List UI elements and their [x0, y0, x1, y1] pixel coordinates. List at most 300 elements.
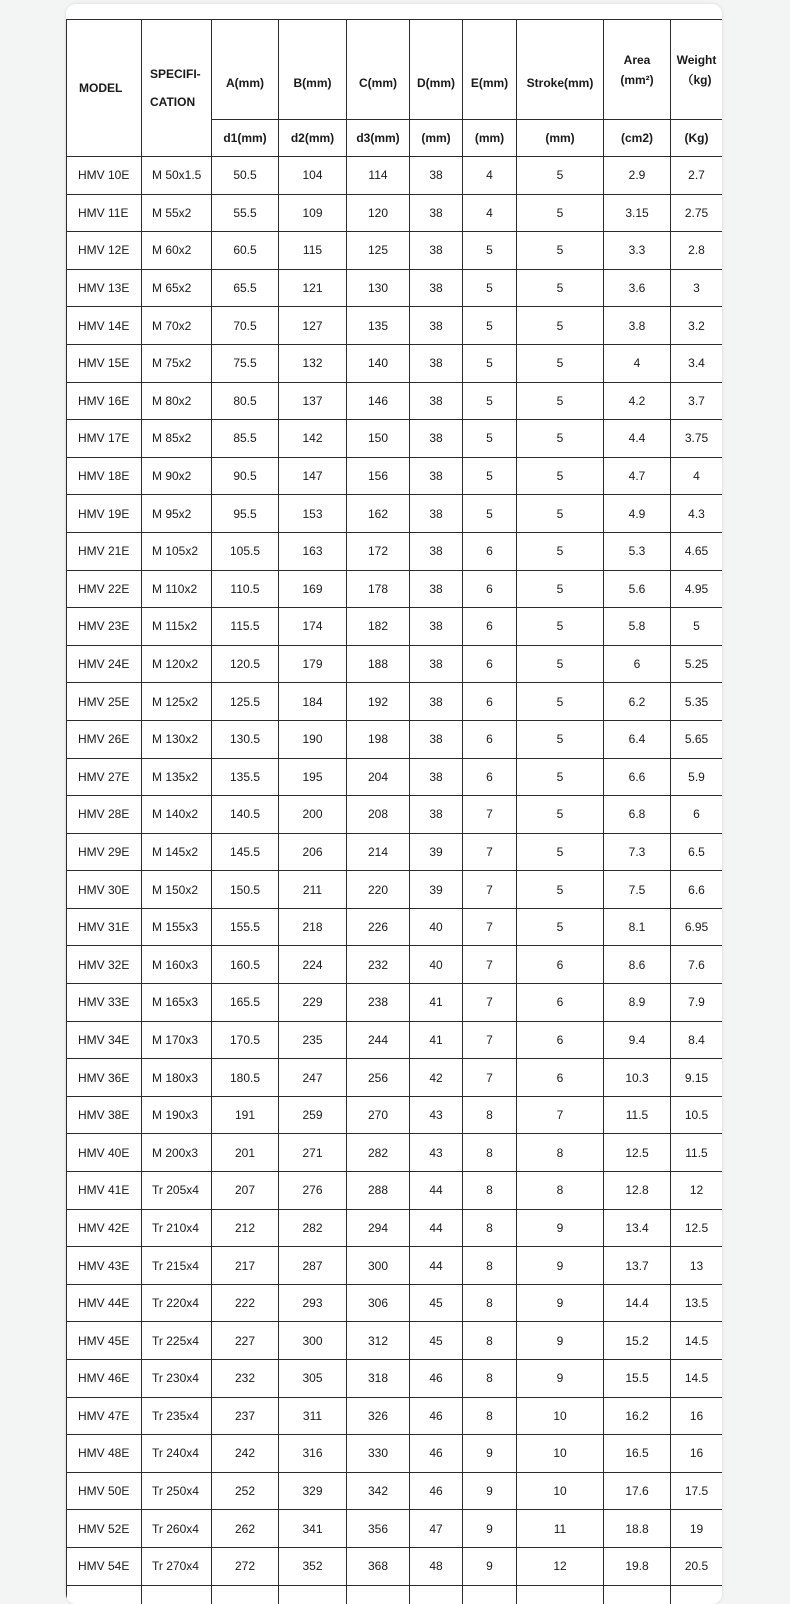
cell-stroke: 5 [517, 269, 604, 307]
cell-weight: 11.5 [671, 1134, 723, 1172]
cell-weight: 20.5 [671, 1547, 723, 1585]
cell-stroke: 5 [517, 570, 604, 608]
cell-b [279, 1585, 347, 1604]
cell-stroke: 5 [517, 833, 604, 871]
cell-specification: M 75x2 [142, 344, 212, 382]
cell-b: 169 [279, 570, 347, 608]
cell-c: 150 [347, 420, 410, 458]
subheader-c: d3(mm) [347, 120, 410, 157]
cell-area: 9.4 [604, 1021, 671, 1059]
cell-b: 184 [279, 683, 347, 721]
cell-b: 211 [279, 871, 347, 909]
cell-b: 229 [279, 984, 347, 1022]
cell-stroke: 5 [517, 344, 604, 382]
cell-specification: M 95x2 [142, 495, 212, 533]
cell-specification: M 165x3 [142, 984, 212, 1022]
spec-table [66, 19, 722, 1604]
cell-c: 172 [347, 532, 410, 570]
cell-stroke: 5 [517, 382, 604, 420]
cell-c: 182 [347, 608, 410, 646]
cell-weight: 9.15 [671, 1059, 723, 1097]
cell-weight: 14.5 [671, 1322, 723, 1360]
cell-b: 163 [279, 532, 347, 570]
cell-model: HMV 28E [67, 796, 142, 834]
cell-e: 8 [463, 1397, 517, 1435]
cell-stroke: 10 [517, 1472, 604, 1510]
cell-model: HMV 25E [67, 683, 142, 721]
cell-c: 120 [347, 194, 410, 232]
cell-model: HMV 23E [67, 608, 142, 646]
cell-specification: Tr 220x4 [142, 1284, 212, 1322]
cell-model: HMV 31E [67, 908, 142, 946]
cell-d: 40 [410, 946, 463, 984]
cell-d: 38 [410, 307, 463, 345]
cell-weight: 2.7 [671, 157, 723, 195]
cell-weight: 3.2 [671, 307, 723, 345]
cell-d: 41 [410, 984, 463, 1022]
cell-specification: M 200x3 [142, 1134, 212, 1172]
cell-model: HMV 29E [67, 833, 142, 871]
cell-a: 150.5 [212, 871, 279, 909]
cell-area: 16.5 [604, 1435, 671, 1473]
table-row [67, 194, 723, 232]
cell-area: 15.2 [604, 1322, 671, 1360]
table-row [67, 495, 723, 533]
cell-a [212, 1585, 279, 1604]
cell-a: 222 [212, 1284, 279, 1322]
cell-area: 15.5 [604, 1360, 671, 1398]
cell-d: 38 [410, 608, 463, 646]
cell-a: 140.5 [212, 796, 279, 834]
header-area [604, 20, 671, 120]
cell-c: 125 [347, 232, 410, 270]
table-row [67, 1172, 723, 1210]
header-c: C(mm) [347, 20, 410, 120]
cell-weight: 5 [671, 608, 723, 646]
cell-model: HMV 14E [67, 307, 142, 345]
cell-area: 12.5 [604, 1134, 671, 1172]
cell-b: 218 [279, 908, 347, 946]
cell-weight: 5.25 [671, 645, 723, 683]
table-row [67, 344, 723, 382]
cell-a: 125.5 [212, 683, 279, 721]
cell-e: 5 [463, 269, 517, 307]
cell-model: HMV 34E [67, 1021, 142, 1059]
cell-model: HMV 16E [67, 382, 142, 420]
cell-stroke: 5 [517, 908, 604, 946]
cell-area: 11.5 [604, 1096, 671, 1134]
cell-specification: M 135x2 [142, 758, 212, 796]
cell-a: 155.5 [212, 908, 279, 946]
cell-area: 13.4 [604, 1209, 671, 1247]
cell-c: 300 [347, 1247, 410, 1285]
cell-area: 8.1 [604, 908, 671, 946]
table-row [67, 720, 723, 758]
cell-specification: M 140x2 [142, 796, 212, 834]
table-row [67, 871, 723, 909]
cell-c: 135 [347, 307, 410, 345]
cell-a: 212 [212, 1209, 279, 1247]
cell-model: HMV 32E [67, 946, 142, 984]
cell-area: 18.8 [604, 1510, 671, 1548]
cell-e: 6 [463, 608, 517, 646]
cell-d: 38 [410, 344, 463, 382]
table-row [67, 1209, 723, 1247]
cell-b: 147 [279, 457, 347, 495]
cell-b: 121 [279, 269, 347, 307]
cell-area: 12.8 [604, 1172, 671, 1210]
cell-b: 293 [279, 1284, 347, 1322]
cell-model: HMV 12E [67, 232, 142, 270]
cell-weight: 16 [671, 1397, 723, 1435]
cell-b: 311 [279, 1397, 347, 1435]
table-row [67, 1021, 723, 1059]
cell-stroke: 5 [517, 157, 604, 195]
cell-d: 39 [410, 871, 463, 909]
cell-a: 95.5 [212, 495, 279, 533]
cell-stroke: 7 [517, 1096, 604, 1134]
cell-d: 43 [410, 1134, 463, 1172]
cell-c: 326 [347, 1397, 410, 1435]
table-row [67, 683, 723, 721]
cell-specification: M 145x2 [142, 833, 212, 871]
cell-area: 3.3 [604, 232, 671, 270]
cell-weight [671, 1585, 723, 1604]
cell-model: HMV 19E [67, 495, 142, 533]
cell-b: 195 [279, 758, 347, 796]
table-row [67, 1472, 723, 1510]
cell-specification: Tr 205x4 [142, 1172, 212, 1210]
table-row [67, 758, 723, 796]
cell-model: HMV 47E [67, 1397, 142, 1435]
cell-e: 8 [463, 1209, 517, 1247]
cell-model: HMV 30E [67, 871, 142, 909]
cell-stroke: 9 [517, 1247, 604, 1285]
cell-e: 8 [463, 1134, 517, 1172]
cell-c: 114 [347, 157, 410, 195]
cell-e: 6 [463, 683, 517, 721]
cell-specification: M 90x2 [142, 457, 212, 495]
cell-specification: Tr 235x4 [142, 1397, 212, 1435]
cell-c: 156 [347, 457, 410, 495]
cell-area: 4.7 [604, 457, 671, 495]
cell-d: 46 [410, 1472, 463, 1510]
table-row [67, 420, 723, 458]
cell-b: 127 [279, 307, 347, 345]
cell-weight: 6.95 [671, 908, 723, 946]
cell-e [463, 1585, 517, 1604]
cell-a: 201 [212, 1134, 279, 1172]
cell-d: 38 [410, 457, 463, 495]
cell-b: 200 [279, 796, 347, 834]
cell-area: 8.9 [604, 984, 671, 1022]
cell-a: 180.5 [212, 1059, 279, 1097]
cell-a: 227 [212, 1322, 279, 1360]
cell-e: 8 [463, 1360, 517, 1398]
cell-stroke: 11 [517, 1510, 604, 1548]
cell-model: HMV 15E [67, 344, 142, 382]
cell-stroke: 5 [517, 720, 604, 758]
cell-model: HMV 45E [67, 1322, 142, 1360]
cell-weight: 6.6 [671, 871, 723, 909]
cell-a: 110.5 [212, 570, 279, 608]
cell-e: 6 [463, 532, 517, 570]
cell-d: 47 [410, 1510, 463, 1548]
cell-a: 252 [212, 1472, 279, 1510]
cell-a: 65.5 [212, 269, 279, 307]
cell-a: 232 [212, 1360, 279, 1398]
cell-area: 3.8 [604, 307, 671, 345]
cell-d: 38 [410, 796, 463, 834]
table-row [67, 457, 723, 495]
cell-stroke: 5 [517, 608, 604, 646]
cell-area: 16.2 [604, 1397, 671, 1435]
cell-b: 109 [279, 194, 347, 232]
cell-specification: Tr 210x4 [142, 1209, 212, 1247]
cell-c: 294 [347, 1209, 410, 1247]
cell-area: 7.5 [604, 871, 671, 909]
cell-e: 7 [463, 871, 517, 909]
header-weight-line2: （kg) [681, 73, 711, 87]
subheader-b: d2(mm) [279, 120, 347, 157]
cell-a: 130.5 [212, 720, 279, 758]
cell-d: 38 [410, 382, 463, 420]
cell-a: 272 [212, 1547, 279, 1585]
header-d: D(mm) [410, 20, 463, 120]
cell-stroke: 5 [517, 683, 604, 721]
cell-stroke: 6 [517, 1021, 604, 1059]
cell-b: 316 [279, 1435, 347, 1473]
cell-weight: 4.95 [671, 570, 723, 608]
cell-c: 312 [347, 1322, 410, 1360]
cell-c: 188 [347, 645, 410, 683]
cell-a: 237 [212, 1397, 279, 1435]
cell-area: 6.8 [604, 796, 671, 834]
cell-stroke: 5 [517, 645, 604, 683]
cell-e: 5 [463, 495, 517, 533]
table-row [67, 796, 723, 834]
cell-e: 5 [463, 344, 517, 382]
header-spec-line1: SPECIFI- [150, 67, 201, 81]
cell-a: 50.5 [212, 157, 279, 195]
cell-b: 153 [279, 495, 347, 533]
cell-specification: M 50x1.5 [142, 157, 212, 195]
cell-model: HMV 52E [67, 1510, 142, 1548]
cell-area: 4.4 [604, 420, 671, 458]
subheader-area: (cm2) [604, 120, 671, 157]
cell-specification: Tr 215x4 [142, 1247, 212, 1285]
cell-e: 7 [463, 833, 517, 871]
cell-e: 5 [463, 382, 517, 420]
cell-specification: Tr 250x4 [142, 1472, 212, 1510]
cell-d: 46 [410, 1435, 463, 1473]
cell-stroke: 5 [517, 420, 604, 458]
cell-stroke: 6 [517, 984, 604, 1022]
cell-specification: Tr 225x4 [142, 1322, 212, 1360]
cell-a: 80.5 [212, 382, 279, 420]
cell-e: 6 [463, 758, 517, 796]
table-row [67, 1547, 723, 1585]
cell-a: 207 [212, 1172, 279, 1210]
cell-area: 10.3 [604, 1059, 671, 1097]
cell-e: 5 [463, 457, 517, 495]
cell-e: 7 [463, 946, 517, 984]
cell-c: 178 [347, 570, 410, 608]
cell-e: 7 [463, 984, 517, 1022]
cell-d: 41 [410, 1021, 463, 1059]
cell-specification: M 170x3 [142, 1021, 212, 1059]
cell-d: 38 [410, 194, 463, 232]
cell-b: 224 [279, 946, 347, 984]
cell-model: HMV 48E [67, 1435, 142, 1473]
cell-a: 75.5 [212, 344, 279, 382]
cell-specification: M 190x3 [142, 1096, 212, 1134]
cell-c: 226 [347, 908, 410, 946]
table-row [67, 1510, 723, 1548]
cell-model: HMV 44E [67, 1284, 142, 1322]
table-row [67, 833, 723, 871]
cell-area: 17.6 [604, 1472, 671, 1510]
cell-d: 38 [410, 157, 463, 195]
cell-c: 208 [347, 796, 410, 834]
cell-e: 8 [463, 1096, 517, 1134]
header-specification [142, 20, 212, 157]
cell-b: 190 [279, 720, 347, 758]
cell-specification: M 70x2 [142, 307, 212, 345]
cell-e: 9 [463, 1510, 517, 1548]
header-e: E(mm) [463, 20, 517, 120]
cell-d: 38 [410, 532, 463, 570]
cell-a: 90.5 [212, 457, 279, 495]
cell-specification: M 60x2 [142, 232, 212, 270]
cell-weight: 17.5 [671, 1472, 723, 1510]
cell-area: 4.2 [604, 382, 671, 420]
cell-b: 329 [279, 1472, 347, 1510]
cell-stroke: 8 [517, 1172, 604, 1210]
cell-b: 305 [279, 1360, 347, 1398]
cell-specification: M 110x2 [142, 570, 212, 608]
cell-e: 8 [463, 1322, 517, 1360]
cell-stroke: 5 [517, 194, 604, 232]
table-row [67, 269, 723, 307]
cell-stroke: 9 [517, 1322, 604, 1360]
cell-area: 5.6 [604, 570, 671, 608]
cell-model: HMV 27E [67, 758, 142, 796]
cell-model: HMV 21E [67, 532, 142, 570]
cell-c: 162 [347, 495, 410, 533]
cell-area: 19.8 [604, 1547, 671, 1585]
cell-stroke [517, 1585, 604, 1604]
cell-d: 38 [410, 232, 463, 270]
cell-b: 132 [279, 344, 347, 382]
cell-weight: 5.35 [671, 683, 723, 721]
cell-stroke: 5 [517, 532, 604, 570]
cell-specification: Tr 260x4 [142, 1510, 212, 1548]
cell-weight: 3.7 [671, 382, 723, 420]
cell-model: HMV 54E [67, 1547, 142, 1585]
cell-b: 115 [279, 232, 347, 270]
cell-specification: M 150x2 [142, 871, 212, 909]
cell-d: 38 [410, 645, 463, 683]
cell-weight: 6.5 [671, 833, 723, 871]
cell-weight: 19 [671, 1510, 723, 1548]
subheader-weight: (Kg) [671, 120, 723, 157]
cell-stroke: 9 [517, 1284, 604, 1322]
cell-model: HMV 22E [67, 570, 142, 608]
cell-d: 44 [410, 1209, 463, 1247]
cell-b: 235 [279, 1021, 347, 1059]
cell-a: 242 [212, 1435, 279, 1473]
cell-c: 306 [347, 1284, 410, 1322]
cell-area: 5.8 [604, 608, 671, 646]
cell-c: 270 [347, 1096, 410, 1134]
table-row [67, 1585, 723, 1604]
cell-a: 145.5 [212, 833, 279, 871]
cell-c: 282 [347, 1134, 410, 1172]
cell-e: 9 [463, 1547, 517, 1585]
table-row [67, 532, 723, 570]
cell-model: HMV 46E [67, 1360, 142, 1398]
cell-d: 45 [410, 1322, 463, 1360]
cell-b: 341 [279, 1510, 347, 1548]
cell-d: 46 [410, 1360, 463, 1398]
cell-model: HMV 41E [67, 1172, 142, 1210]
cell-model: HMV 11E [67, 194, 142, 232]
table-row [67, 1435, 723, 1473]
cell-weight: 4.3 [671, 495, 723, 533]
cell-area: 13.7 [604, 1247, 671, 1285]
cell-model: HMV 17E [67, 420, 142, 458]
table-row [67, 1247, 723, 1285]
cell-e: 4 [463, 157, 517, 195]
cell-specification: M 65x2 [142, 269, 212, 307]
subheader-d: (mm) [410, 120, 463, 157]
cell-weight: 16 [671, 1435, 723, 1473]
cell-stroke: 6 [517, 1059, 604, 1097]
cell-area: 5.3 [604, 532, 671, 570]
cell-area: 2.9 [604, 157, 671, 195]
cell-stroke: 5 [517, 457, 604, 495]
cell-a: 70.5 [212, 307, 279, 345]
header-model: MODEL [67, 20, 142, 157]
cell-specification: Tr 270x4 [142, 1547, 212, 1585]
cell-d: 38 [410, 269, 463, 307]
cell-d: 42 [410, 1059, 463, 1097]
cell-area: 4.9 [604, 495, 671, 533]
cell-e: 9 [463, 1435, 517, 1473]
cell-c: 146 [347, 382, 410, 420]
cell-c: 214 [347, 833, 410, 871]
cell-d: 44 [410, 1247, 463, 1285]
cell-model [67, 1585, 142, 1604]
cell-weight: 14.5 [671, 1360, 723, 1398]
header-row [67, 20, 723, 120]
cell-d: 40 [410, 908, 463, 946]
cell-e: 6 [463, 645, 517, 683]
table-row [67, 1284, 723, 1322]
cell-specification: M 155x3 [142, 908, 212, 946]
table-row [67, 232, 723, 270]
subheader-a: d1(mm) [212, 120, 279, 157]
cell-weight: 2.8 [671, 232, 723, 270]
cell-b: 271 [279, 1134, 347, 1172]
cell-c: 256 [347, 1059, 410, 1097]
cell-d: 46 [410, 1397, 463, 1435]
cell-a: 85.5 [212, 420, 279, 458]
cell-c: 232 [347, 946, 410, 984]
cell-weight: 2.75 [671, 194, 723, 232]
header-area-line1: Area [624, 53, 651, 67]
